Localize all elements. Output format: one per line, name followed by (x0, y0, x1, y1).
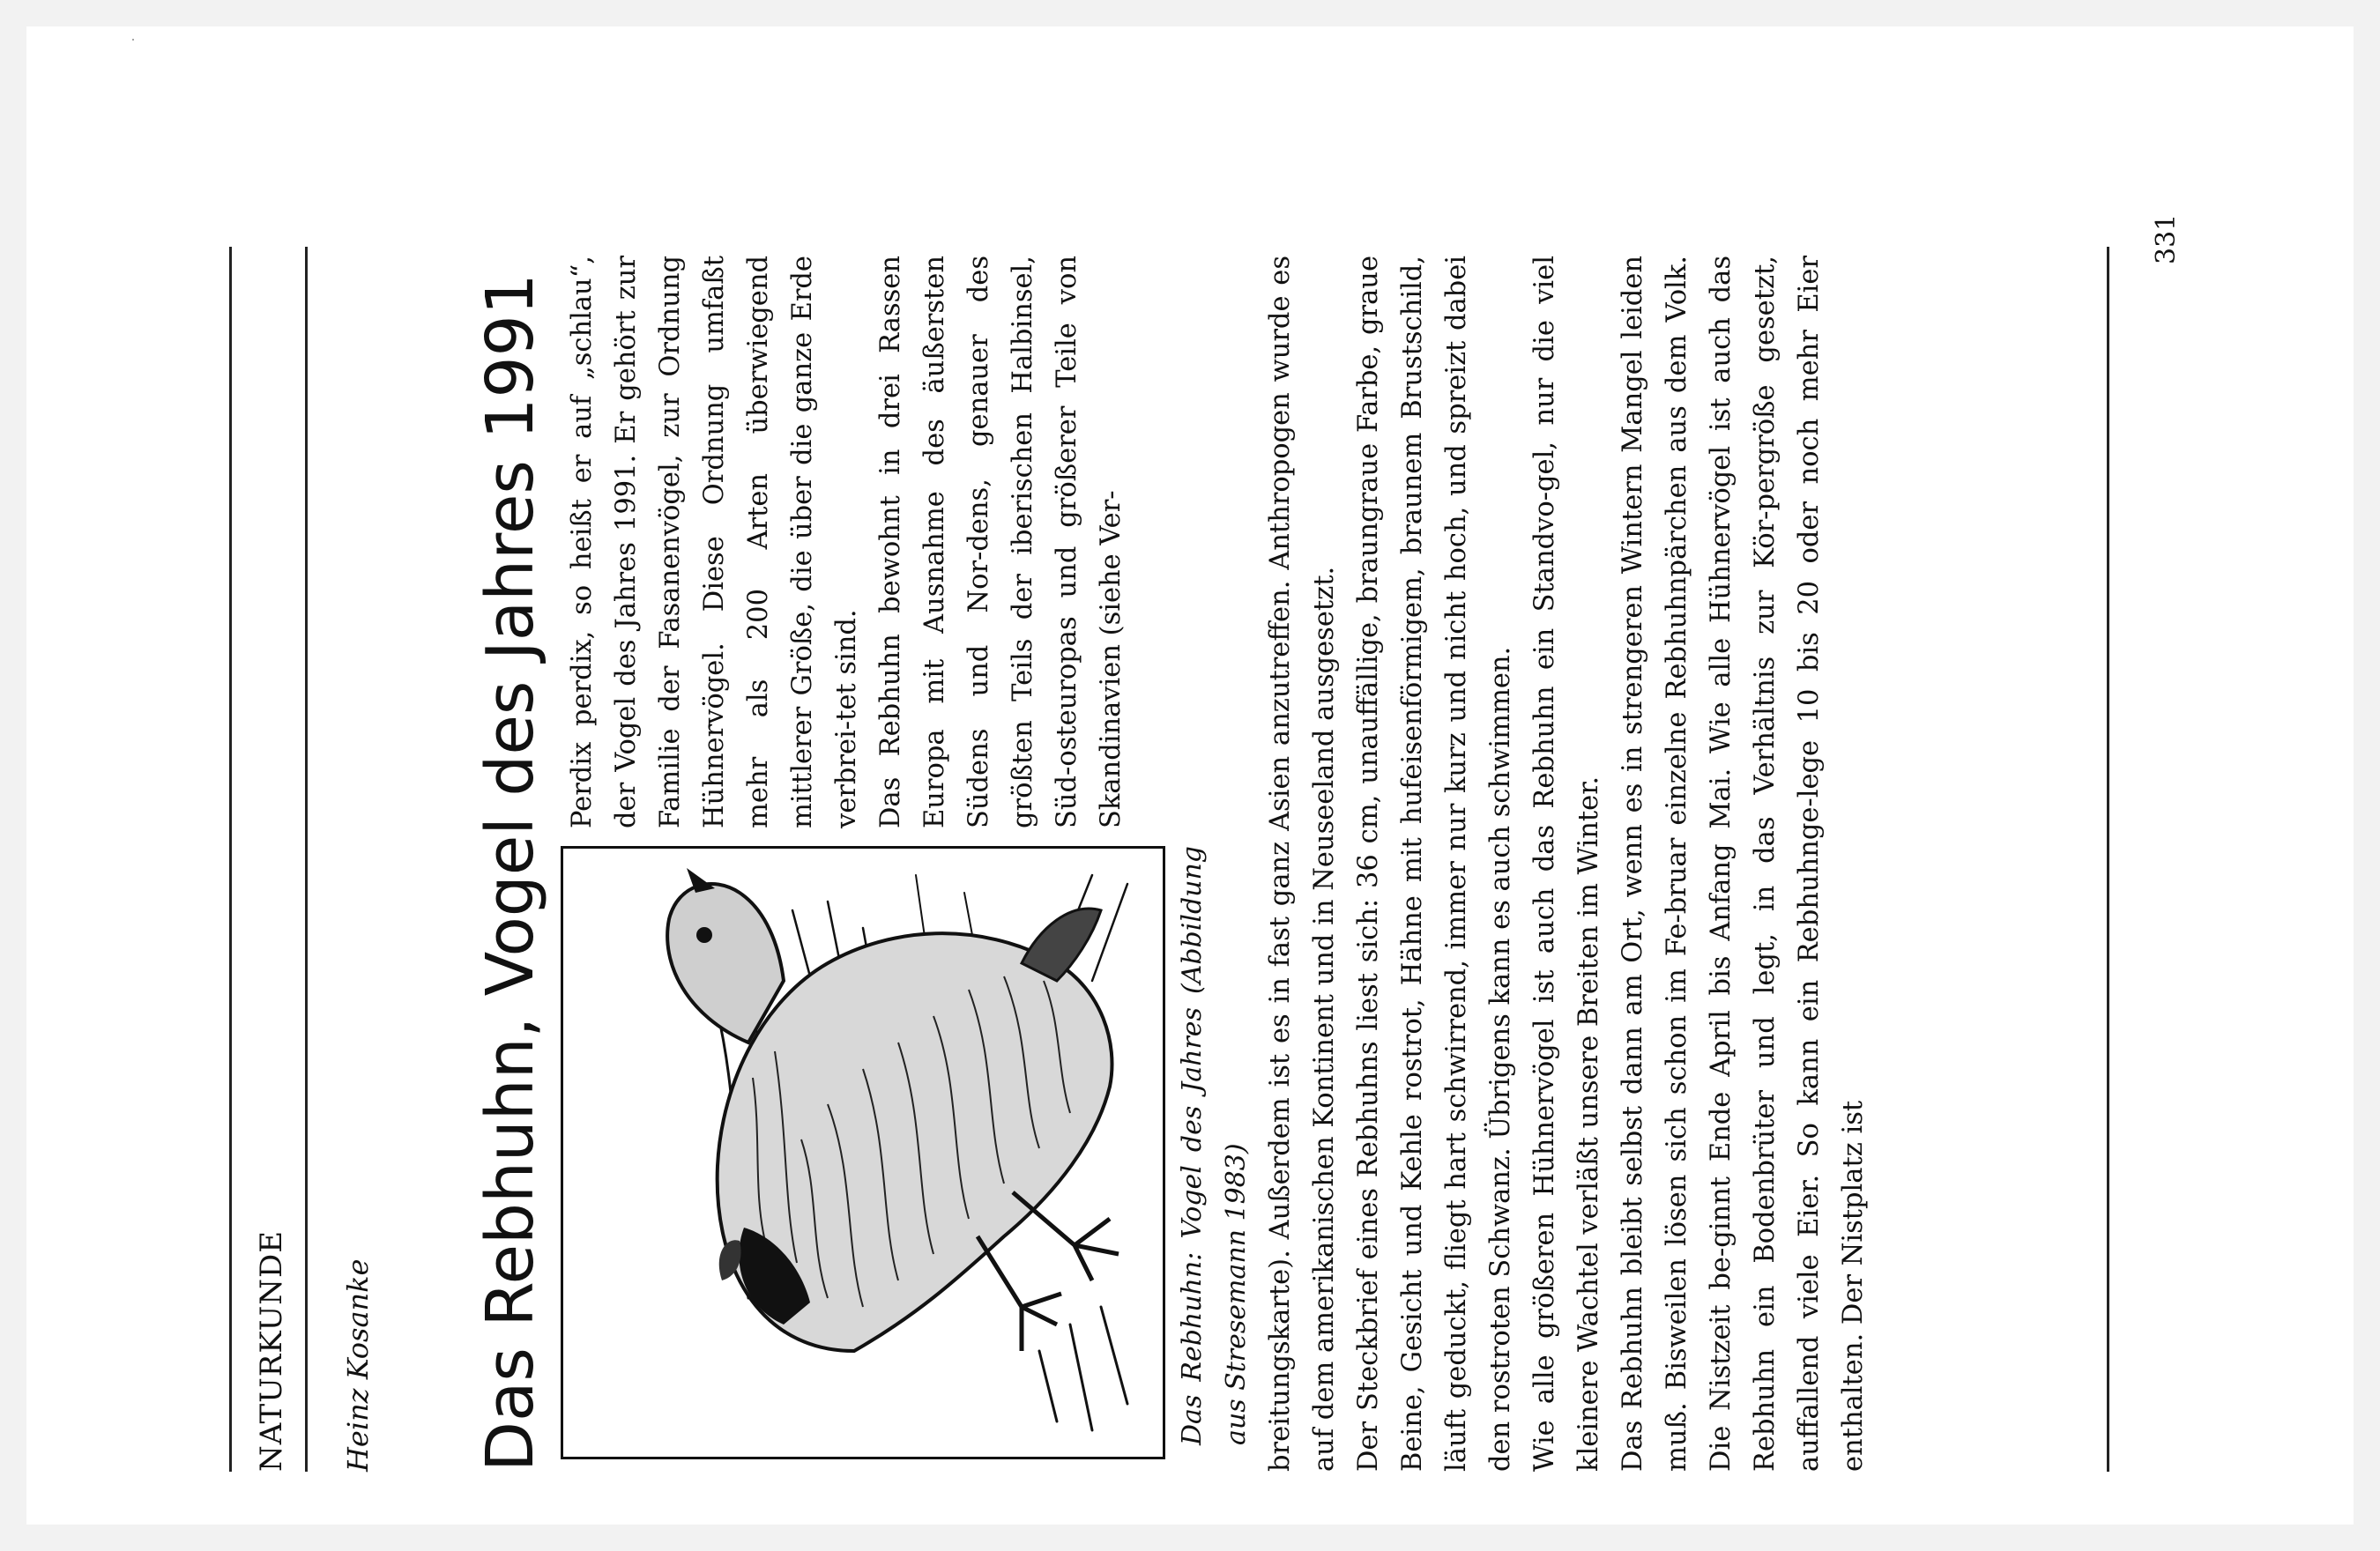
paragraph: Der Steckbrief eines Rebhuhns liest sich: 36 cm, unauffällige, braungraue Farbe, graue Beine, Gesicht und Kehle rostrot, Hähne mit hufeisenförmigem, braunem Brustschild, läuft geduckt, fliegt hart schwirrend, immer nur kurz und nicht hoch, und spreizt dabei den rostroten Schwanz. Übrigens kann es auch schwimmen. (1353, 256, 1516, 1472)
partridge-figure (561, 846, 1165, 1459)
scanned-page (26, 26, 2354, 1525)
paragraph: Das Rebhuhn bewohnt in drei Rassen Europa mit Ausnahme des äußersten Südens und Nor-dens, genauer des größten Teils der iberischen Halbinsel, Süd-osteuropas und größerer Teile von Skandinavien (siehe Ver- (875, 256, 1127, 828)
top-rule (229, 247, 232, 1472)
intro-column (561, 256, 1134, 828)
figure-caption: Das Rebhuhn: Vogel des Jahres (Abbildung aus Stresemann 1983) (1177, 846, 1252, 1445)
scan-speck (132, 39, 134, 41)
paragraph: Wie alle größeren Hühnervögel ist auch das Rebhuhn ein Standvo-gel, nur die viel kleinere Wachtel verläßt unsere Breiten im Winter. (1529, 256, 1604, 1472)
section-rule (305, 247, 308, 1472)
bottom-rule (2107, 247, 2109, 1472)
paragraph: Das Rebhuhn bleibt selbst dann am Ort, wenn es in strengeren Wintern Mangel leiden muß. Bisweilen lösen sich schon im Fe-bruar einzelne Rebhuhnpärchen aus dem Volk. Die Nistzeit be-ginnt Ende April bis Anfang Mai. Wie alle Hühnervögel ist auch das Rebhuhn ein Bodenbrüter und legt, in das Verhältnis zur Kör-pergröße gesetzt, auffallend viele Eier. So kann ein Rebhuhnge-lege 10 bis 20 oder noch mehr Eier enthalten. Der Nistplatz ist (1618, 256, 1869, 1472)
author-name: Heinz Kosanke (341, 1258, 375, 1472)
page-number: 331 (2151, 213, 2182, 264)
partridge-illustration-icon (563, 849, 1163, 1457)
section-heading: NATURKUNDE (254, 1229, 289, 1472)
main-text (1259, 256, 1876, 1472)
paragraph: breitungskarte). Außerdem ist es in fast ganz Asien anzutreffen. Anthropogen wurde es auf dem amerikanischen Kontinent und in Neuseeland ausgesetzt. (1265, 256, 1340, 1472)
paragraph: Perdix perdix, so heißt er auf „schlau“, der Vogel des Jahres 1991. Er gehört zur Familie der Fasanenvögel, zur Ordnung Hühnervögel. Diese Ordnung umfaßt mehr als 200 Arten überwiegend mittlerer Größe, die über die ganze Erde verbrei-tet sind. (567, 256, 862, 828)
article-title: Das Rebhuhn, Vogel des Jahres 1991 (472, 273, 548, 1472)
rotated-article-page (176, 150, 2362, 1498)
